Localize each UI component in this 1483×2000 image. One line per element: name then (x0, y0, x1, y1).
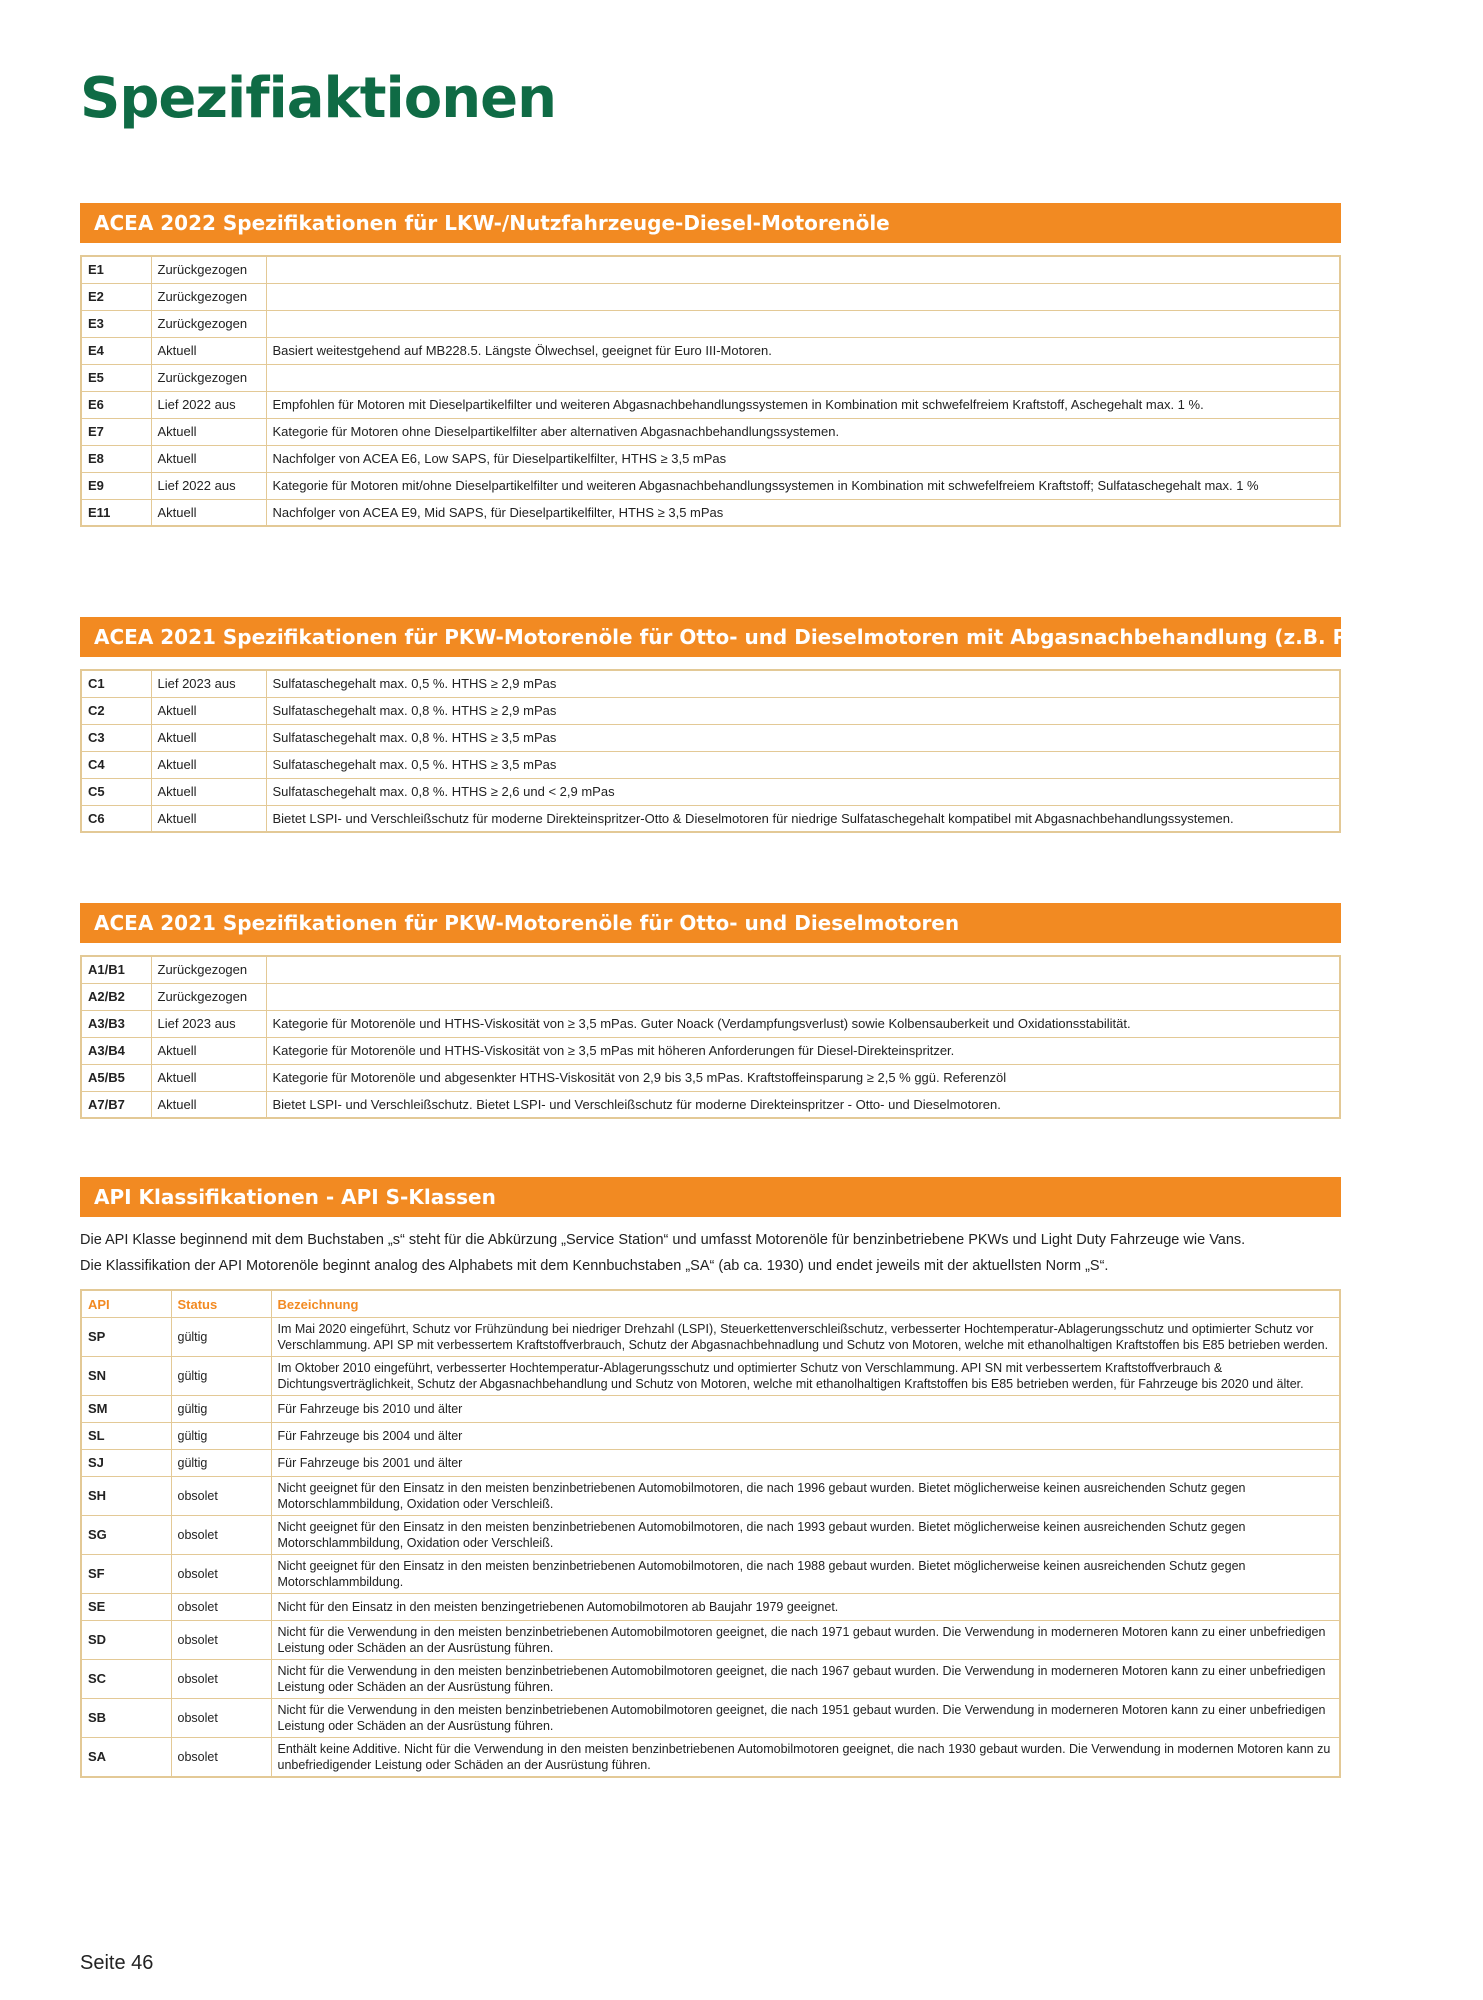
cell-status: obsolet (171, 1738, 271, 1778)
cell-code: E11 (81, 499, 151, 526)
cell-code: E3 (81, 310, 151, 337)
table-row (81, 1660, 1340, 1699)
cell-code: SF (81, 1555, 171, 1594)
cell-description: Für Fahrzeuge bis 2001 und älter (271, 1450, 1340, 1477)
table-row (81, 1516, 1340, 1555)
cell-status: obsolet (171, 1594, 271, 1621)
table-row (81, 418, 1340, 445)
cell-code: E2 (81, 283, 151, 310)
cell-description: Empfohlen für Motoren mit Dieselpartikelfilter und weiteren Abgasnachbehandlungssystemen in Kombination mit schwefelfreiem Kraftstoff, Aschegehalt max. 1 %. (266, 391, 1340, 418)
cell-status: gültig (171, 1396, 271, 1423)
cell-status: Aktuell (151, 751, 266, 778)
cell-code: SG (81, 1516, 171, 1555)
cell-status: obsolet (171, 1660, 271, 1699)
cell-code: C4 (81, 751, 151, 778)
cell-code: SE (81, 1594, 171, 1621)
cell-code: E9 (81, 472, 151, 499)
intro-line: Die Klassifikation der API Motorenöle beginnt analog des Alphabets mit dem Kennbuchstaben „SA“ (ab ca. 1930) und endet jeweils mit der aktuellsten Norm „S“. (80, 1258, 1109, 1274)
table-row (81, 983, 1340, 1010)
table-row (81, 697, 1340, 724)
cell-description: Bietet LSPI- und Verschleißschutz. Bietet LSPI- und Verschleißschutz für moderne Direkteinspritzer - Otto- und Dieselmotoren. (266, 1091, 1340, 1118)
cell-description: Bietet LSPI- und Verschleißschutz für moderne Direkteinspritzer-Otto & Dieselmotoren für niedrige Sulfataschegehalt kompatibel mit Abgasnachbehandlungssystemen. (266, 805, 1340, 832)
page-number: Seite 46 (80, 1952, 154, 1974)
cell-code: SM (81, 1396, 171, 1423)
table-body (81, 956, 1340, 1118)
cell-description: Sulfataschegehalt max. 0,8 %. HTHS ≥ 2,6 und < 2,9 mPas (266, 778, 1340, 805)
cell-status: gültig (171, 1318, 271, 1357)
cell-code: A7/B7 (81, 1091, 151, 1118)
cell-code: A2/B2 (81, 983, 151, 1010)
cell-code: E5 (81, 364, 151, 391)
cell-code: C2 (81, 697, 151, 724)
cell-description: Sulfataschegehalt max. 0,5 %. HTHS ≥ 2,9 mPas (266, 670, 1340, 697)
cell-status: Zurückgezogen (151, 283, 266, 310)
cell-description: Nicht für die Verwendung in den meisten benzinbetriebenen Automobilmotoren geeignet, die nach 1967 gebaut wurden. Die Verwendung in moderneren Motoren kann zu einer unbefriedigen Leistung oder Schäden an der Ausrüstung führen. (271, 1660, 1340, 1699)
cell-status: Zurückgezogen (151, 956, 266, 983)
cell-description: Im Oktober 2010 eingeführt, verbesserter Hochtemperatur-Ablagerungsschutz und optimierter Schutz von Verschlammung. API SN mit verbessertem Kraftstoffverbrauch & Dichtungsverträglichkeit, Schutz der Abgasnachbehandlung und Schutz von Motoren, welche mit ethanolhaltigen Kraftstoffen bis E85 betrieben werden, für Fahrzeuge bis 2020 und älter. (271, 1357, 1340, 1396)
cell-description: Basiert weitestgehend auf MB228.5. Längste Ölwechsel, geeignet für Euro III-Motoren. (266, 337, 1340, 364)
cell-description: Kategorie für Motorenöle und HTHS-Viskosität von ≥ 3,5 mPas. Guter Noack (Verdampfungsverlust) sowie Kolbensauberkeit und Oxidationsstabilität. (266, 1010, 1340, 1037)
cell-status: Zurückgezogen (151, 310, 266, 337)
cell-status: Aktuell (151, 1064, 266, 1091)
cell-description: Kategorie für Motorenöle und HTHS-Viskosität von ≥ 3,5 mPas mit höheren Anforderungen für Diesel-Direkteinspritzer. (266, 1037, 1340, 1064)
cell-description: Sulfataschegehalt max. 0,5 %. HTHS ≥ 3,5 mPas (266, 751, 1340, 778)
cell-code: SA (81, 1738, 171, 1778)
table-row (81, 256, 1340, 283)
section-acea-2022-hd (80, 203, 1341, 527)
cell-description (266, 256, 1340, 283)
cell-description: Nicht geeignet für den Einsatz in den meisten benzinbetriebenen Automobilmotoren, die nach 1996 gebaut wurden. Bietet möglicherweise keinen ausreichenden Schutz gegen Motorschlammbildung, Oxidation oder Verschleiß. (271, 1477, 1340, 1516)
table-row (81, 1450, 1340, 1477)
cell-status: Aktuell (151, 1037, 266, 1064)
table-body (81, 1318, 1340, 1778)
cell-description: Kategorie für Motoren mit/ohne Dieselpartikelfilter und weiteren Abgasnachbehandlungssystemen in Kombination mit schwefelfreiem Kraftstoff; Sulfataschegehalt max. 1 % (266, 472, 1340, 499)
cell-description: Im Mai 2020 eingeführt, Schutz vor Frühzündung bei niedriger Drehzahl (LSPI), Steuerkettenverschleißschutz, verbesserter Hochtemperatur-Ablagerungsschutz und optimierter Schutz vor Verschlammung. API SP mit verbessertem Kraftstoffverbrauch, Schutz der Abgasnachbehnadlung und Schutz von Motoren, welche mit ethanolhaltigen Kraftstoffen bis E85 betrieben werden. (271, 1318, 1340, 1357)
cell-description (266, 283, 1340, 310)
table-row (81, 337, 1340, 364)
cell-code: E1 (81, 256, 151, 283)
cell-description: Nachfolger von ACEA E9, Mid SAPS, für Dieselpartikelfilter, HTHS ≥ 3,5 mPas (266, 499, 1340, 526)
table-row (81, 670, 1340, 697)
cell-description: Kategorie für Motorenöle und abgesenkter HTHS-Viskosität von 2,9 bis 3,5 mPas. Kraftstoffeinsparung ≥ 2,5 % ggü. Referenzöl (266, 1064, 1340, 1091)
cell-status: gültig (171, 1357, 271, 1396)
section-header: API Klassifikationen - API S-Klassen (80, 1177, 1341, 1217)
cell-status: obsolet (171, 1516, 271, 1555)
spec-table (80, 955, 1341, 1119)
table-row (81, 1037, 1340, 1064)
table-row (81, 778, 1340, 805)
cell-status: Aktuell (151, 445, 266, 472)
cell-status: Aktuell (151, 805, 266, 832)
column-header-status: Status (171, 1290, 271, 1318)
column-header-desc: Bezeichnung (271, 1290, 1340, 1318)
table-row (81, 1064, 1340, 1091)
table-row (81, 310, 1340, 337)
cell-code: SL (81, 1423, 171, 1450)
cell-status: Aktuell (151, 697, 266, 724)
cell-status: obsolet (171, 1555, 271, 1594)
cell-description: Nicht für den Einsatz in den meisten benzingetriebenen Automobilmotoren ab Baujahr 1979 geeignet. (271, 1594, 1340, 1621)
cell-status: Lief 2023 aus (151, 1010, 266, 1037)
cell-status: Aktuell (151, 724, 266, 751)
cell-status: Aktuell (151, 778, 266, 805)
table-row (81, 1396, 1340, 1423)
cell-description: Nicht für die Verwendung in den meisten benzinbetriebenen Automobilmotoren geeignet, die nach 1951 gebaut wurden. Die Verwendung in moderneren Motoren kann zu einer unbefriedigen Leistung oder Schäden an der Ausrüstung führen. (271, 1699, 1340, 1738)
cell-description: Sulfataschegehalt max. 0,8 %. HTHS ≥ 2,9 mPas (266, 697, 1340, 724)
cell-status: Aktuell (151, 337, 266, 364)
table-body (81, 256, 1340, 526)
cell-code: A3/B4 (81, 1037, 151, 1064)
cell-status: obsolet (171, 1621, 271, 1660)
table-row (81, 283, 1340, 310)
cell-status: Zurückgezogen (151, 364, 266, 391)
cell-status: obsolet (171, 1699, 271, 1738)
cell-description (266, 983, 1340, 1010)
cell-code: C5 (81, 778, 151, 805)
table-row (81, 1477, 1340, 1516)
cell-status: Zurückgezogen (151, 256, 266, 283)
spec-table (80, 255, 1341, 527)
page-title: Spezifiaktionen (80, 66, 556, 131)
cell-code: A3/B3 (81, 1010, 151, 1037)
cell-code: E8 (81, 445, 151, 472)
cell-code: A5/B5 (81, 1064, 151, 1091)
spec-table (80, 669, 1341, 833)
table-row (81, 1091, 1340, 1118)
cell-description: Nicht geeignet für den Einsatz in den meisten benzinbetriebenen Automobilmotoren, die nach 1993 gebaut wurden. Bietet möglicherweise keinen ausreichenden Schutz gegen Motorschlammbildung, Oxidation oder Verschleiß. (271, 1516, 1340, 1555)
cell-description (266, 310, 1340, 337)
table-row (81, 1699, 1340, 1738)
table-row (81, 751, 1340, 778)
api-table (80, 1289, 1341, 1778)
cell-code: SN (81, 1357, 171, 1396)
cell-status: Aktuell (151, 1091, 266, 1118)
cell-code: E7 (81, 418, 151, 445)
cell-description: Für Fahrzeuge bis 2004 und älter (271, 1423, 1340, 1450)
cell-code: SP (81, 1318, 171, 1357)
table-row (81, 956, 1340, 983)
intro-line: Die API Klasse beginnend mit dem Buchstaben „s“ steht für die Abkürzung „Service Station“ und umfasst Motorenöle für benzinbetriebene PKWs und Light Duty Fahrzeuge wie Vans. (80, 1232, 1246, 1248)
cell-status: gültig (171, 1423, 271, 1450)
cell-status: obsolet (171, 1477, 271, 1516)
cell-status: Lief 2022 aus (151, 391, 266, 418)
cell-code: SB (81, 1699, 171, 1738)
table-row (81, 445, 1340, 472)
table-row (81, 805, 1340, 832)
table-row (81, 1555, 1340, 1594)
cell-description (266, 364, 1340, 391)
cell-code: E6 (81, 391, 151, 418)
table-row (81, 724, 1340, 751)
cell-status: Aktuell (151, 418, 266, 445)
section-header: ACEA 2022 Spezifikationen für LKW-/Nutzfahrzeuge-Diesel-Motorenöle (80, 203, 1341, 243)
cell-description: Enthält keine Additive. Nicht für die Verwendung in den meisten benzinbetriebenen Automobilmotoren geeignet, die nach 1930 gebaut wurden. Die Verwendung in modernen Motoren kann zu unbefriedigender Leistung oder Schäden an der Ausrüstung führen. (271, 1738, 1340, 1778)
cell-status: Zurückgezogen (151, 983, 266, 1010)
table-row (81, 499, 1340, 526)
table-row (81, 1621, 1340, 1660)
cell-code: C6 (81, 805, 151, 832)
cell-description: Kategorie für Motoren ohne Dieselpartikelfilter aber alternativen Abgasnachbehandlungssystemen. (266, 418, 1340, 445)
cell-code: C1 (81, 670, 151, 697)
section-header: ACEA 2021 Spezifikationen für PKW-Motorenöle für Otto- und Dieselmotoren mit Abgasnachbehandlung (z.B. Partikelfilter) (80, 617, 1341, 657)
cell-status: Lief 2023 aus (151, 670, 266, 697)
table-row (81, 1318, 1340, 1357)
table-row (81, 391, 1340, 418)
section-acea-2021-c (80, 617, 1483, 833)
cell-status: Lief 2022 aus (151, 472, 266, 499)
table-row (81, 364, 1340, 391)
cell-description: Sulfataschegehalt max. 0,8 %. HTHS ≥ 3,5 mPas (266, 724, 1340, 751)
cell-description: Nicht für die Verwendung in den meisten benzinbetriebenen Automobilmotoren geeignet, die nach 1971 gebaut wurden. Die Verwendung in moderneren Motoren kann zu einer unbefriedigen Leistung oder Schäden an der Ausrüstung führen. (271, 1621, 1340, 1660)
table-row (81, 1010, 1340, 1037)
cell-description (266, 956, 1340, 983)
column-header-api: API (81, 1290, 171, 1318)
table-row (81, 1357, 1340, 1396)
cell-description: Nachfolger von ACEA E6, Low SAPS, für Dieselpartikelfilter, HTHS ≥ 3,5 mPas (266, 445, 1340, 472)
table-row (81, 1423, 1340, 1450)
cell-code: SC (81, 1660, 171, 1699)
cell-code: C3 (81, 724, 151, 751)
table-row (81, 472, 1340, 499)
cell-code: A1/B1 (81, 956, 151, 983)
intro-text (80, 1227, 1341, 1279)
table-body (81, 670, 1340, 832)
section-acea-2021-ab (80, 903, 1341, 1119)
cell-code: SJ (81, 1450, 171, 1477)
cell-description: Für Fahrzeuge bis 2010 und älter (271, 1396, 1340, 1423)
section-header: ACEA 2021 Spezifikationen für PKW-Motorenöle für Otto- und Dieselmotoren (80, 903, 1341, 943)
cell-code: SH (81, 1477, 171, 1516)
cell-code: E4 (81, 337, 151, 364)
cell-status: gültig (171, 1450, 271, 1477)
section-api (80, 1177, 1341, 1778)
cell-description: Nicht geeignet für den Einsatz in den meisten benzinbetriebenen Automobilmotoren, die nach 1988 gebaut wurden. Bietet möglicherweise keinen ausreichenden Schutz gegen Motorschlammbildung. (271, 1555, 1340, 1594)
table-header-row (81, 1290, 1340, 1318)
cell-code: SD (81, 1621, 171, 1660)
table-row (81, 1594, 1340, 1621)
cell-status: Aktuell (151, 499, 266, 526)
table-row (81, 1738, 1340, 1778)
